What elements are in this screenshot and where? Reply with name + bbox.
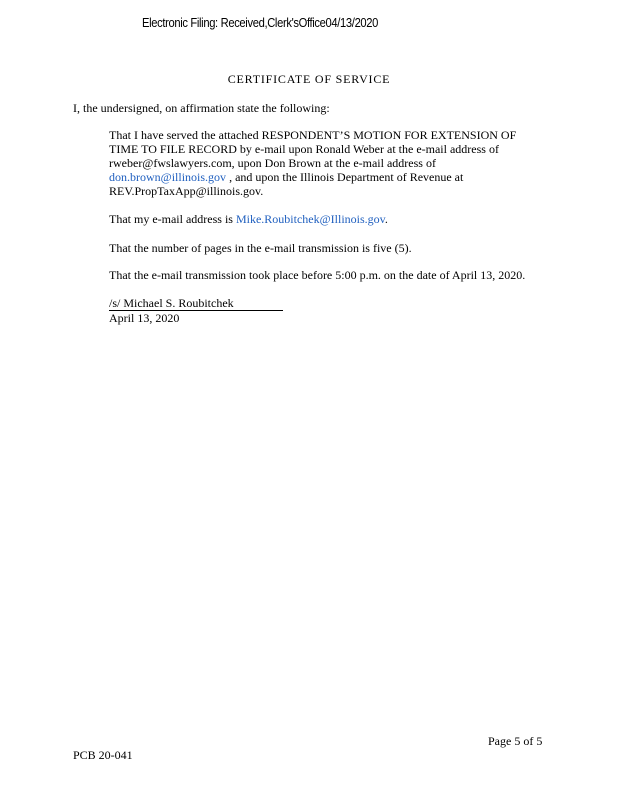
sender-email-link[interactable]: Mike.Roubitchek@Illinois.gov — [235, 212, 385, 226]
signature-block — [109, 296, 283, 325]
service-line-4 — [109, 170, 516, 184]
transmission-time-paragraph: That the e-mail transmission took place before 5:00 p.m. on the date of April 13, 2020. — [109, 268, 526, 282]
email-address-suffix: . — [384, 212, 388, 226]
signature-line: /s/ Michael S. Roubitchek — [109, 297, 283, 311]
document-title: CERTIFICATE OF SERVICE — [227, 72, 391, 86]
email-address-prefix: That my e-mail address is — [109, 212, 236, 226]
case-number: PCB 20-041 — [73, 748, 133, 762]
signature-date: April 13, 2020 — [109, 311, 180, 325]
intro-text: I, the undersigned, on affirmation state the following: — [73, 101, 330, 115]
page-count-paragraph: That the number of pages in the e-mail transmission is five (5). — [109, 241, 412, 255]
service-line-3: rweber@fwslawyers.com, upon Don Brown at the e-mail address of — [109, 156, 436, 170]
service-line-1: That I have served the attached RESPONDENT’S MOTION FOR EXTENSION OF — [109, 128, 517, 142]
service-line-5: REV.PropTaxApp@illinois.gov. — [109, 184, 264, 198]
don-brown-email-link[interactable]: don.brown@illinois.gov — [109, 170, 227, 184]
service-line-4-rest: , and upon the Illinois Department of Revenue at — [226, 170, 464, 184]
service-line-2: TIME TO FILE RECORD by e-mail upon Ronald Weber at the e-mail address of — [109, 142, 499, 156]
filing-stamp: Electronic Filing: Received,Clerk'sOffice04/13/2020 — [142, 15, 379, 30]
service-paragraph — [109, 128, 516, 198]
page-number: Page 5 of 5 — [488, 734, 543, 748]
email-address-paragraph — [109, 212, 388, 226]
